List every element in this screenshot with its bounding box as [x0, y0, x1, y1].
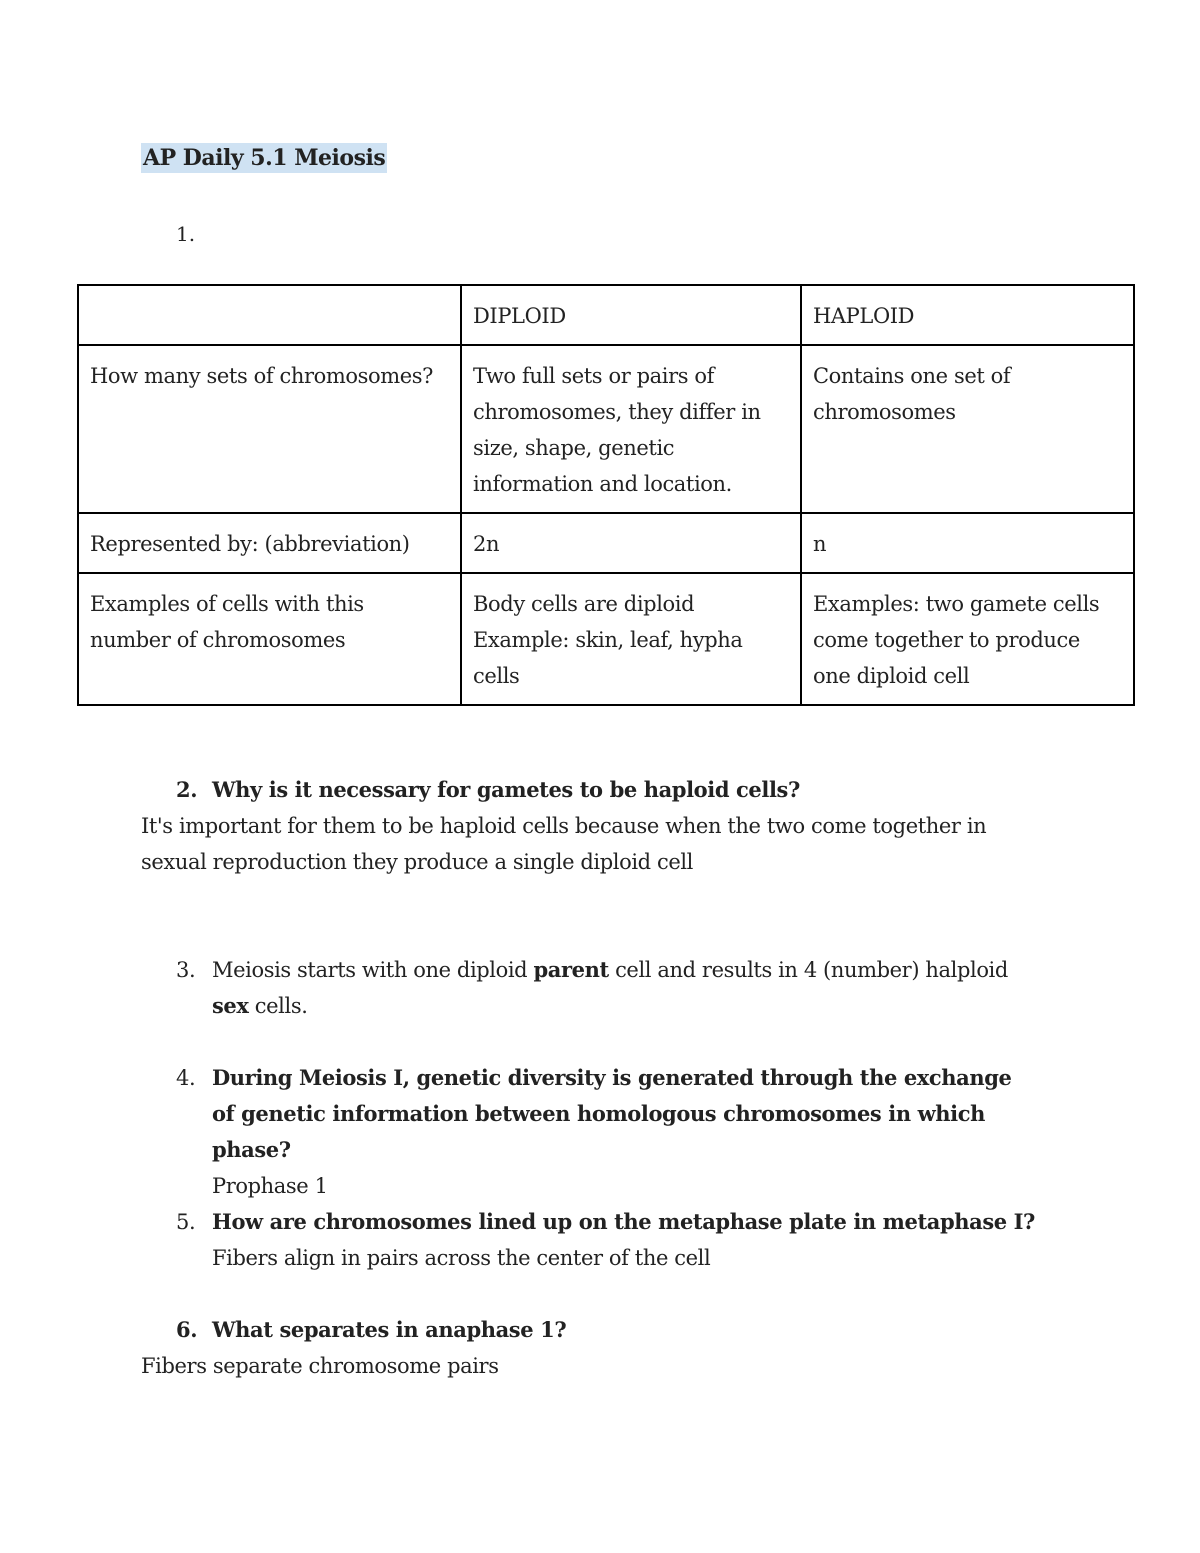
table-cell: 2n — [461, 513, 801, 573]
diploid-haploid-table — [77, 284, 1135, 706]
table-row — [78, 513, 1134, 573]
question-text: Why is it necessary for gametes to be haploid cells? — [212, 777, 800, 802]
table-cell — [78, 285, 461, 345]
table-cell: Examples of cells with this number of chromosomes — [78, 573, 461, 705]
question-6 — [176, 1312, 1076, 1348]
question-3-text: cell and results in 4 (number) halploid — [608, 958, 1008, 982]
question-number: 6. — [176, 1317, 198, 1342]
table-header-diploid: DIPLOID — [461, 285, 801, 345]
document-title: AP Daily 5.1 Meiosis — [143, 145, 386, 171]
table-header-row — [78, 285, 1134, 345]
question-3-text: cells. — [248, 994, 308, 1018]
item-1-number: 1. — [176, 222, 196, 246]
table-header-haploid: HAPLOID — [801, 285, 1134, 345]
question-number: 4. — [176, 1066, 196, 1090]
question-text: During Meiosis I, genetic diversity is generated through the exchange of genetic information between homologous chromosomes in which phase? — [212, 1065, 1012, 1162]
question-3-bold-sex: sex — [212, 993, 249, 1018]
question-2 — [176, 772, 1076, 808]
question-3 — [176, 952, 1076, 1024]
question-number: 2. — [176, 777, 198, 802]
table-cell: Two full sets or pairs of chromosomes, they differ in size, shape, genetic information and location. — [461, 345, 801, 513]
table-cell: n — [801, 513, 1134, 573]
question-text: What separates in anaphase 1? — [212, 1317, 567, 1342]
table-cell: Represented by: (abbreviation) — [78, 513, 461, 573]
question-number: 3. — [176, 958, 196, 982]
question-body — [212, 1060, 1012, 1204]
table-row — [78, 573, 1134, 705]
question-3-text: Meiosis starts with one diploid — [212, 958, 534, 982]
question-5 — [176, 1204, 1076, 1276]
question-3-bold-parent: parent — [533, 957, 609, 982]
answer-4: Prophase 1 — [212, 1174, 328, 1198]
question-4 — [176, 1060, 1076, 1198]
answer-6: Fibers separate chromosome pairs — [141, 1354, 499, 1378]
table-cell: How many sets of chromosomes? — [78, 345, 461, 513]
table-cell: Body cells are diploid Example: skin, leaf, hypha cells — [461, 573, 801, 705]
question-number: 5. — [176, 1210, 196, 1234]
answer-2: It's important for them to be haploid cells because when the two come together in sexual reproduction they produce a single diploid cell — [141, 814, 987, 874]
answer-5: Fibers align in pairs across the center of the cell — [212, 1246, 711, 1270]
question-text — [212, 952, 1042, 1024]
table-cell: Contains one set of chromosomes — [801, 345, 1134, 513]
question-body — [212, 1204, 1072, 1276]
table-cell: Examples: two gamete cells come together to produce one diploid cell — [801, 573, 1134, 705]
table-row — [78, 345, 1134, 513]
question-text: How are chromosomes lined up on the metaphase plate in metaphase I? — [212, 1209, 1035, 1234]
